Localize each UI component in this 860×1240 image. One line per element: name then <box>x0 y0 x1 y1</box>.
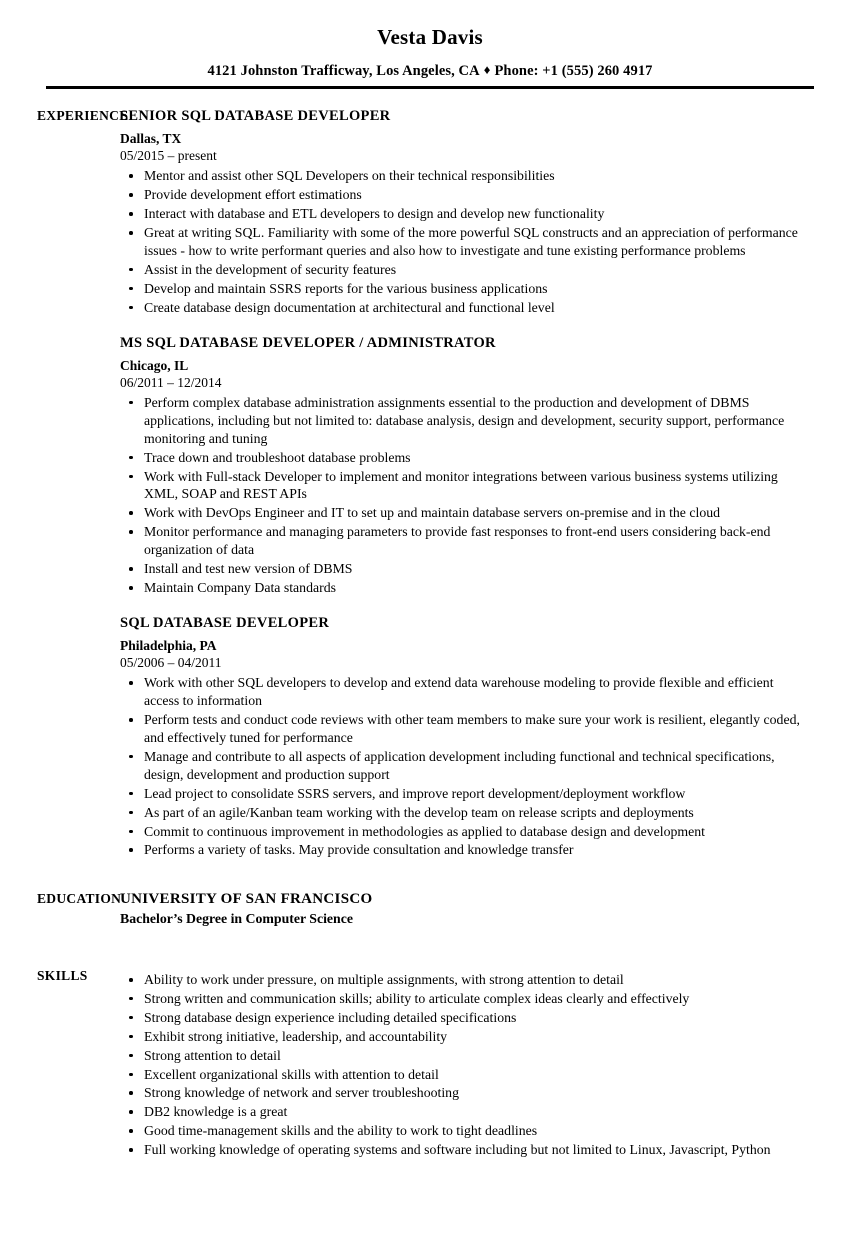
list-item: Mentor and assist other SQL Developers on their technical responsibilities <box>120 167 812 185</box>
skills-body <box>120 967 860 1159</box>
list-item: Commit to continuous improvement in methodologies as applied to database design and development <box>120 823 812 841</box>
experience-body <box>120 107 860 876</box>
job-title: MS SQL DATABASE DEVELOPER / ADMINISTRATOR <box>120 334 496 351</box>
list-item: Work with Full-stack Developer to implement and monitor integrations between various business systems utilizing XML, SOAP and REST APIs <box>120 468 812 504</box>
list-item: Install and test new version of DBMS <box>120 560 812 578</box>
experience-entry <box>120 334 812 597</box>
list-item: DB2 knowledge is a great <box>120 1103 812 1121</box>
list-item: Strong written and communication skills; ability to articulate complex ideas clearly and effectively <box>120 990 812 1008</box>
job-location: Dallas, TX <box>120 131 182 147</box>
education-school: UNIVERSITY OF SAN FRANCISCO <box>120 891 373 908</box>
job-dates: 05/2006 – 04/2011 <box>120 655 222 671</box>
list-item: Ability to work under pressure, on multiple assignments, with strong attention to detail <box>120 971 812 989</box>
experience-entry <box>120 107 812 317</box>
resume-header <box>0 0 860 89</box>
job-responsibility-list <box>120 167 812 316</box>
section-label-education: EDUCATION <box>37 891 122 907</box>
list-item: Work with DevOps Engineer and IT to set up and maintain database servers on-premise and in the cloud <box>120 504 812 522</box>
job-responsibility-list <box>120 674 812 859</box>
job-title: SENIOR SQL DATABASE DEVELOPER <box>120 108 391 125</box>
list-item: As part of an agile/Kanban team working with the develop team on release scripts and deployments <box>120 804 812 822</box>
list-item: Perform tests and conduct code reviews with other team members to make sure your work is resilient, elegantly coded, and effectively tuned for performance <box>120 711 812 747</box>
candidate-name: Vesta Davis <box>377 25 483 49</box>
skills-list <box>120 971 812 1159</box>
contact-phone: Phone: +1 (555) 260 4917 <box>494 63 653 80</box>
list-item: Full working knowledge of operating systems and software including but not limited to Linux, Javascript, Python <box>120 1141 812 1159</box>
list-item: Maintain Company Data standards <box>120 579 812 597</box>
job-dates: 05/2015 – present <box>120 148 217 164</box>
list-item: Work with other SQL developers to develop and extend data warehouse modeling to provide flexible and efficient access to information <box>120 674 812 710</box>
list-item: Provide development effort estimations <box>120 186 812 204</box>
section-education <box>0 890 860 928</box>
list-item: Exhibit strong initiative, leadership, and accountability <box>120 1028 812 1046</box>
list-item: Manage and contribute to all aspects of application development including functional and technical specifications, design, development and production support <box>120 748 812 784</box>
section-label-skills: SKILLS <box>37 967 88 983</box>
list-item: Monitor performance and managing parameters to provide fast responses to front-end users considering back-end organization of data <box>120 523 812 559</box>
list-item: Perform complex database administration assignments essential to the production and development of DBMS applications, including but not limited to: database analysis, design and development, security support, performance monitoring and tuning <box>120 394 812 448</box>
list-item: Lead project to consolidate SSRS servers, and improve report development/deployment workflow <box>120 785 812 803</box>
experience-entry <box>120 614 812 859</box>
education-entry <box>120 890 812 928</box>
section-experience <box>0 107 860 876</box>
list-item: Good time-management skills and the ability to work to tight deadlines <box>120 1122 812 1140</box>
section-label-experience: EXPERIENCE <box>37 108 129 124</box>
list-item: Performs a variety of tasks. May provide consultation and knowledge transfer <box>120 841 812 859</box>
job-dates: 06/2011 – 12/2014 <box>120 374 222 390</box>
list-item: Interact with database and ETL developers to design and develop new functionality <box>120 205 812 223</box>
diamond-separator-icon: ♦ <box>483 62 491 78</box>
education-degree: Bachelor’s Degree in Computer Science <box>120 911 353 927</box>
job-location: Philadelphia, PA <box>120 638 217 654</box>
contact-address: 4121 Johnston Trafficway, Los Angeles, CA <box>207 63 480 80</box>
list-item: Create database design documentation at architectural and functional level <box>120 299 812 317</box>
contact-line <box>0 62 860 80</box>
list-item: Strong database design experience including detailed specifications <box>120 1009 812 1027</box>
education-body <box>120 890 860 928</box>
job-title: SQL DATABASE DEVELOPER <box>120 614 330 631</box>
list-item: Great at writing SQL. Familiarity with some of the more powerful SQL constructs and an appreciation of performance issues - how to write performant queries and also how to investigate and tune existing performance problems <box>120 224 812 260</box>
section-skills <box>0 967 860 1159</box>
resume-content <box>0 89 860 1159</box>
list-item: Develop and maintain SSRS reports for the various business applications <box>120 280 812 298</box>
list-item: Strong knowledge of network and server troubleshooting <box>120 1084 812 1102</box>
list-item: Trace down and troubleshoot database problems <box>120 449 812 467</box>
job-responsibility-list <box>120 394 812 597</box>
job-location: Chicago, IL <box>120 357 189 373</box>
list-item: Strong attention to detail <box>120 1047 812 1065</box>
list-item: Assist in the development of security features <box>120 261 812 279</box>
list-item: Excellent organizational skills with attention to detail <box>120 1066 812 1084</box>
